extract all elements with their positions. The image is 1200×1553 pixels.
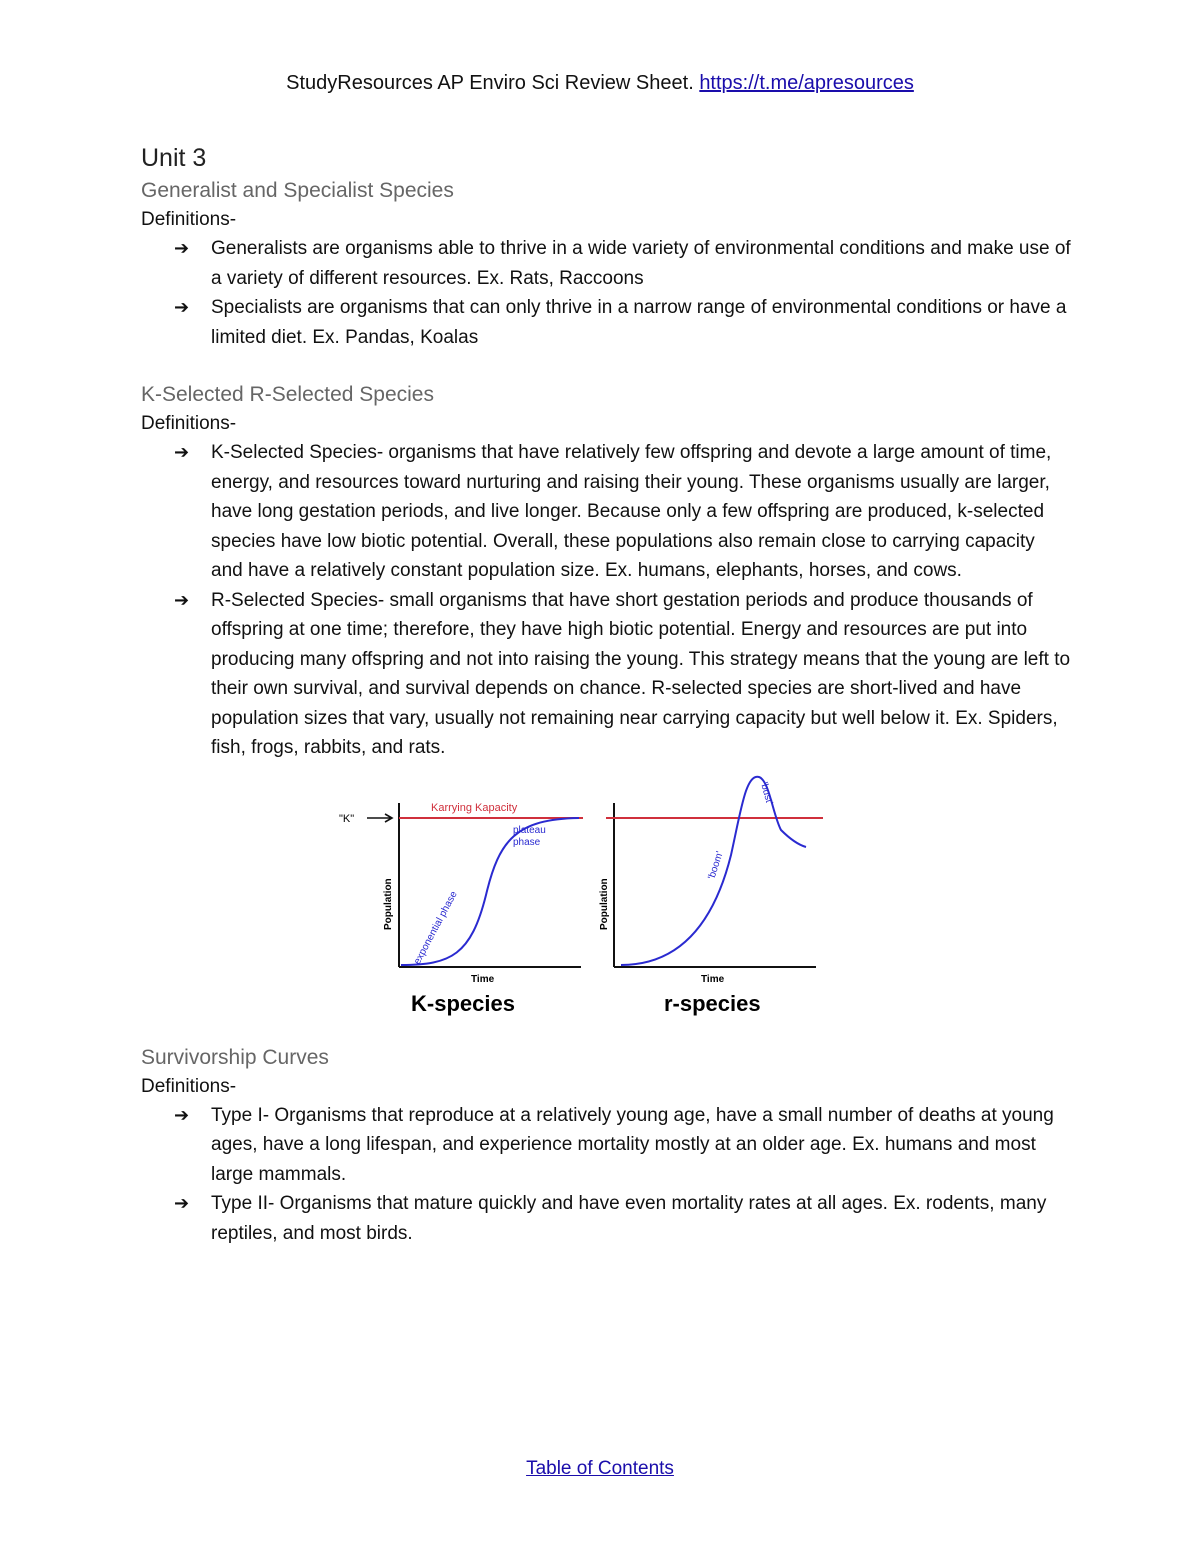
r-species-caption: r-species [664, 990, 761, 1016]
list-item-text: K-Selected Species- organisms that have relatively few offspring and devote a large amount of time, energy, and resources toward nurturing and raising their young. These organisms usually are larger, have long gestation periods, and live longer. Because only a few offspring are produced, k-selected species have low biotic potential. Overall, these populations also remain close to carrying capacity and have a relatively constant population size. Ex. humans, elephants, horses, and cows. [211, 442, 1052, 581]
r-y-axis-label: Population [599, 877, 610, 930]
exponential-phase-label: exponential phase [411, 889, 460, 966]
bullet-list-survivorship [141, 1101, 1071, 1249]
r-x-axis-label: Time [701, 973, 725, 985]
arrow-bullet-icon: ➔ [174, 297, 190, 317]
r-species-chart [599, 776, 823, 1015]
bullet-list-generalist [141, 234, 1071, 352]
k-y-axis-label: Population [383, 877, 394, 930]
population-growth-figure [141, 763, 1071, 1043]
section-heading-generalist: Generalist and Specialist Species [141, 179, 454, 202]
list-item [174, 293, 1071, 352]
arrow-bullet-icon: ➔ [174, 238, 190, 258]
telegram-link[interactable]: https://t.me/apresources [699, 72, 914, 94]
list-item [174, 234, 1071, 293]
list-item [174, 586, 1071, 763]
list-item [174, 438, 1071, 586]
plateau-label-1: plateau [513, 824, 546, 836]
arrow-bullet-icon: ➔ [174, 442, 190, 462]
bust-label: 'bust' [758, 780, 775, 806]
k-marker-label: "K" [339, 812, 355, 825]
section-heading-survivorship: Survivorship Curves [141, 1045, 329, 1069]
carrying-capacity-label: Karrying Kapacity [431, 801, 518, 814]
list-item-text: Type II- Organisms that mature quickly and have even mortality rates at all ages. Ex. rodents, many reptiles, and most birds. [211, 1193, 1047, 1244]
list-item-text: Specialists are organisms that can only thrive in a narrow range of environmental conditions or have a limited diet. Ex. Pandas, Koalas [211, 297, 1067, 348]
header-title: StudyResources AP Enviro Sci Review Sheet. [286, 72, 694, 94]
k-x-axis-label: Time [471, 973, 495, 985]
growth-curves-svg [321, 775, 881, 1035]
main-content [141, 140, 1071, 1248]
boom-label: 'boom' [706, 849, 726, 881]
arrow-bullet-icon: ➔ [174, 589, 190, 610]
list-item-text: Type I- Organisms that reproduce at a relatively young age, have a small number of deaths at young ages, have a long lifespan, and experience mortality mostly at an older age. Ex. humans and most large mammals. [211, 1104, 1054, 1185]
bullet-list-k-r [141, 438, 1071, 763]
k-species-caption: K-species [411, 990, 515, 1016]
k-species-chart [339, 802, 583, 1016]
definitions-label: Definitions- [141, 413, 237, 434]
section-heading-k-r-selected: K-Selected R-Selected Species [141, 383, 434, 406]
k-marker-arrow-icon [367, 814, 392, 822]
definitions-label: Definitions- [141, 1075, 237, 1097]
list-item [174, 1101, 1071, 1190]
page-footer [0, 1458, 1200, 1480]
list-item-text: Generalists are organisms able to thrive in a wide variety of environmental conditions and make use of a variety of different resources. Ex. Rats, Raccoons [211, 238, 1071, 289]
list-item-text: R-Selected Species- small organisms that have short gestation periods and produce thousands of offspring at one time; therefore, they have high biotic potential. Energy and resources are put into producing many offspring and not into raising the young. This strategy means that the young are left to their own survival, and survival depends on chance. R-selected species are short-lived and have population sizes that vary, usually not remaining near carrying capacity but well below it. Ex. Spiders, fish, frogs, rabbits, and rats. [211, 589, 1071, 758]
unit-title: Unit 3 [141, 144, 207, 172]
list-item [174, 1189, 1071, 1248]
arrow-bullet-icon: ➔ [174, 1193, 190, 1213]
table-of-contents-link[interactable]: Table of Contents [526, 1458, 674, 1479]
page-header [0, 72, 1200, 95]
definitions-label: Definitions- [141, 209, 237, 230]
arrow-bullet-icon: ➔ [174, 1104, 190, 1125]
plateau-label-2: phase [513, 836, 541, 848]
